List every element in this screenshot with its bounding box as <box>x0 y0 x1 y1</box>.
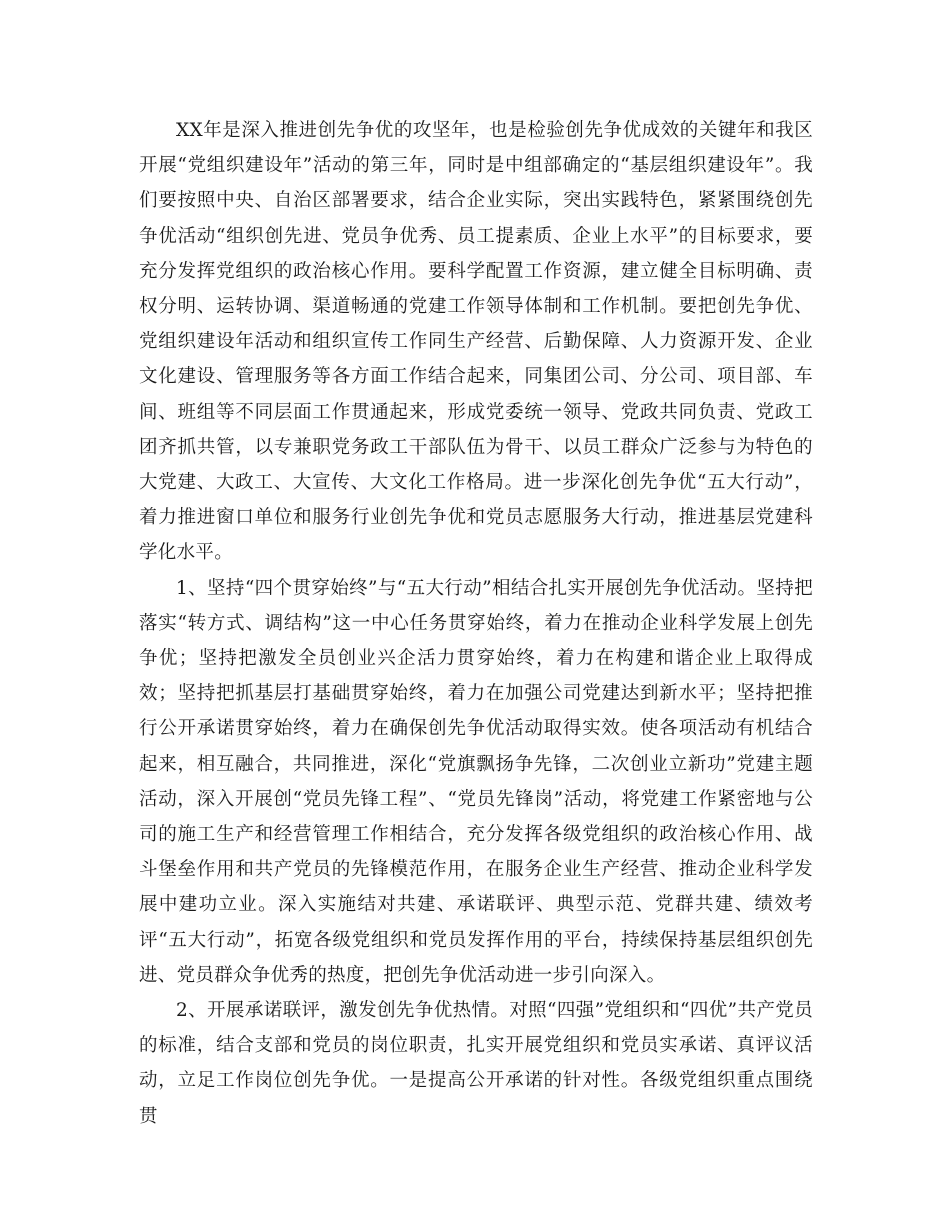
document-body <box>139 113 813 1134</box>
paragraph-item-1: 1、坚持“四个贯穿始终”与“五大行动”相结合扎实开展创先争优活动。坚持把落实“转方式、调结构”这一中心任务贯穿始终，着力在推动企业科学发展上创先争优；坚持把激发全员创业兴企活力贯穿始终，着力在构建和谐企业上取得成效；坚持把抓基层打基础贯穿始终，着力在加强公司党建达到新水平；坚持把推行公开承诺贯穿始终，着力在确保创先争优活动取得实效。使各项活动有机结合起来，相互融合，共同推进，深化“党旗飘扬争先锋，二次创业立新功”党建主题活动，深入开展创“党员先锋工程”、“党员先锋岗”活动，将党建工作紧密地与公司的施工生产和经营管理工作相结合，充分发挥各级党组织的政治核心作用、战斗堡垒作用和共产党员的先锋模范作用，在服务企业生产经营、推动企业科学发展中建功立业。深入实施结对共建、承诺联评、典型示范、党群共建、绩效考评“五大行动”，拓宽各级党组织和党员发挥作用的平台，持续保持基层组织创先进、党员群众争优秀的热度，把创先争优活动进一步引向深入。 <box>139 577 813 986</box>
paragraph-item-2: 2、开展承诺联评，激发创先争优热情。对照“四强”党组织和“四优”共产党员的标准，结合支部和党员的岗位职责，扎实开展党组织和党员实承诺、真评议活动，立足工作岗位创先争优。一是提高公开承诺的针对性。各级党组织重点围绕贯 <box>139 1000 813 1127</box>
paragraph-intro: XX年是深入推进创先争优的攻坚年，也是检验创先争优成效的关键年和我区开展“党组织建设年”活动的第三年，同时是中组部确定的“基层组织建设年”。我们要按照中央、自治区部署要求，结合企业实际，突出实践特色，紧紧围绕创先争优活动“组织创先进、党员争优秀、员工提素质、企业上水平”的目标要求，要充分发挥党组织的政治核心作用。要科学配置工作资源，建立健全目标明确、责权分明、运转协调、渠道畅通的党建工作领导体制和工作机制。要把创先争优、党组织建设年活动和组织宣传工作同生产经营、后勤保障、人力资源开发、企业文化建设、管理服务等各方面工作结合起来，同集团公司、分公司、项目部、车间、班组等不同层面工作贯通起来，形成党委统一领导、党政共同负责、党政工团齐抓共管，以专兼职党务政工干部队伍为骨干、以员工群众广泛参与为特色的大党建、大政工、大宣传、大文化工作格局。进一步深化创先争优“五大行动”，着力推进窗口单位和服务行业创先争优和党员志愿服务大行动，推进基层党建科学化水平。 <box>139 120 813 564</box>
